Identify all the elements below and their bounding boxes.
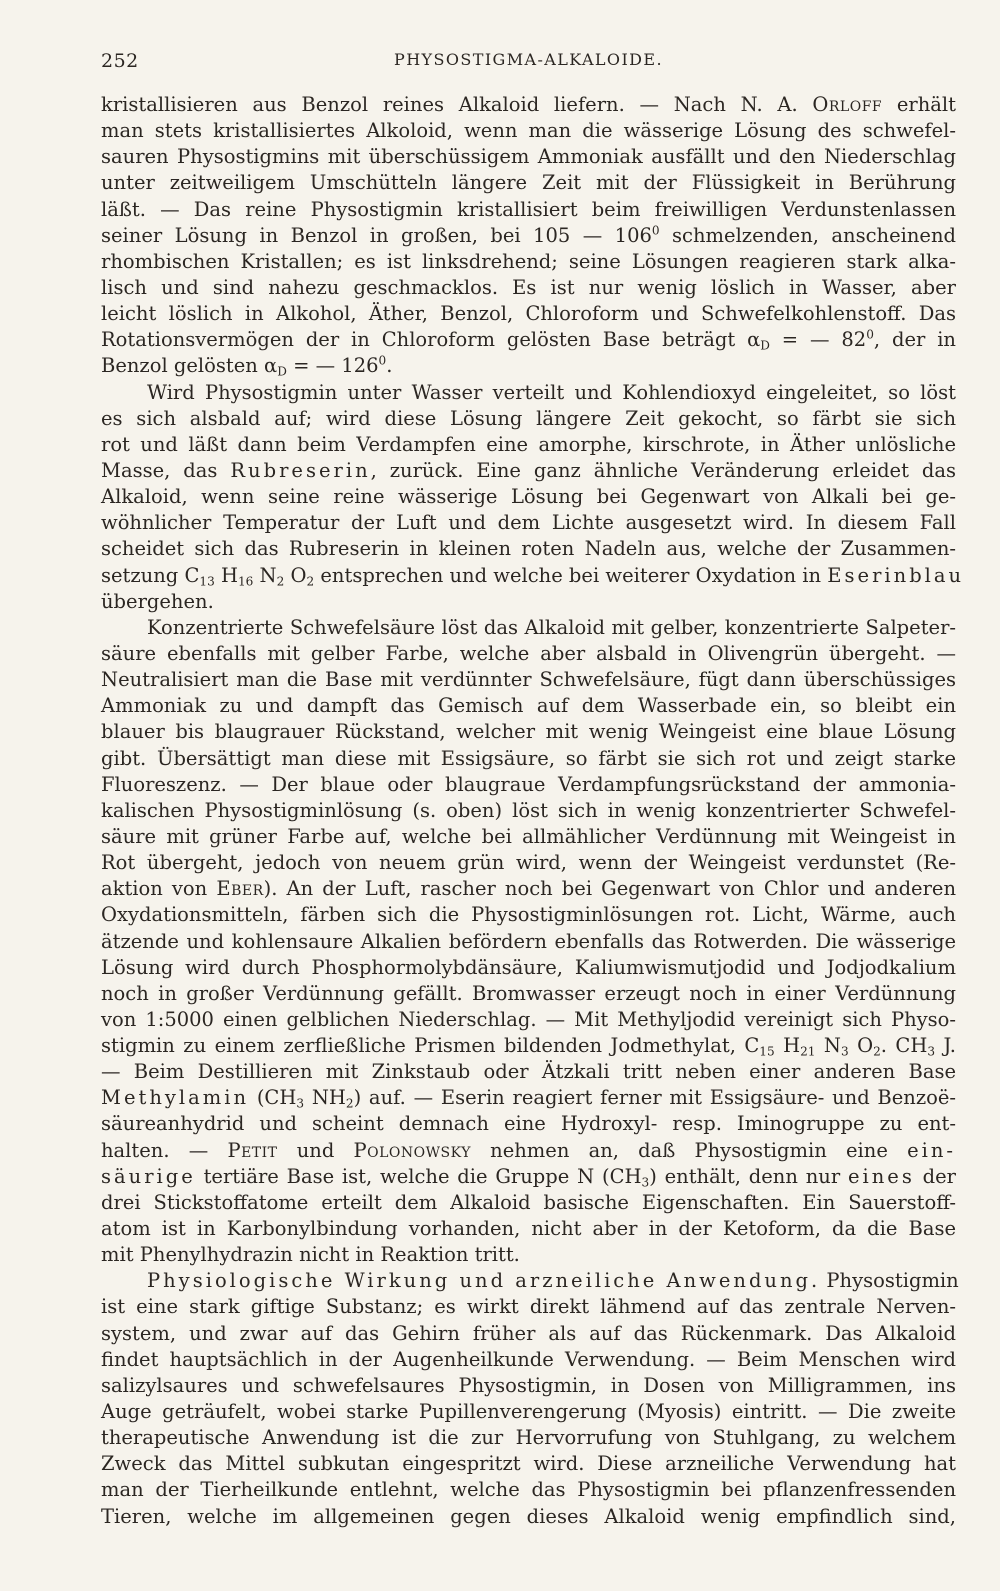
text-line: unter zeitweiligem Umschütteln längere Zeit mit der Flüssigkeit in Berührung [101,171,956,195]
text-line: Ammoniak zu und dampft das Gemisch auf dem Wasserbade ein, so bleibt ein [101,694,956,718]
text-line: Rotationsvermögen der in Chloroform gelösten Base beträgt $\alpha_D$ = — $82^0$, der in [101,327,956,353]
text-line: Oxydationsmitteln, färben sich die Physostigminlösungen rot. Licht, Wärme, auch [101,903,956,927]
text-line: aktion von Eber). An der Luft, rascher noch bei Gegenwart von Chlor und anderen [101,877,957,901]
text-line: scheidet sich das Rubreserin in kleinen roten Nadeln aus, welche der Zusammen- [101,537,956,561]
text-line: kalischen Physostigminlösung (s. oben) löst sich in wenig konzentrierter Schwefel- [101,798,956,822]
text-line: Masse, das Rubreserin, zurück. Eine ganz ähnliche Veränderung erleidet das [101,458,956,482]
text-line: ätzende und kohlensaure Alkalien befördern ebenfalls das Rotwerden. Die wässerige [101,929,956,953]
text-line: Zweck das Mittel subkutan eingespritzt wird. Diese arzneiliche Verwendung hat [101,1452,956,1476]
text-line: findet hauptsächlich in der Augenheilkunde Verwendung. — Beim Menschen wird [101,1347,956,1371]
text-line: kristallisieren aus Benzol reines Alkaloid liefern. — Nach N. A. Orloff erhält [101,93,956,116]
text-line: Fluoreszenz. — Der blaue oder blaugraue Verdampfungsrückstand der ammonia- [101,772,956,796]
text-line: wöhnlicher Temperatur der Luft und dem Lichte ausgesetzt wird. In diesem Fall [101,511,956,535]
text-line: säure ebenfalls mit gelber Farbe, welche aber alsbald in Olivengrün übergeht. — [101,641,956,665]
text-line: man der Tierheilkunde entlehnt, welche das Physostigmin bei pflanzenfressenden [101,1478,956,1502]
text-line: säureanhydrid und scheint demnach eine Hydroxyl- resp. Iminogruppe zu ent- [101,1112,956,1136]
text-line: Methylamin ($CH_3$ $NH_2$) auf. — Eserin reagiert ferner mit Essigsäure- und Benzoë- [101,1086,956,1111]
body-text [101,92,965,1530]
author-name: Polonowsky [353,1138,471,1162]
text-line: Konzentrierte Schwefelsäure löst das Alkaloid mit gelber, konzentrierte Salpeter- [147,615,956,639]
text-line: halten. — Petit und Polonowsky nehmen an, daß Physostigmin eine ein- [101,1138,957,1162]
spaced-term: säurige [101,1164,196,1188]
text-line: salizylsaures und schwefelsaures Physostigmin, in Dosen von Milligrammen, ins [101,1373,956,1397]
text-line: — Beim Destillieren mit Zinkstaub oder Ätzkali tritt neben einer anderen Base [101,1060,956,1084]
author-name: Petit [227,1138,278,1162]
text-line: seiner Lösung in Benzol in großen, bei 105 — $106^0$ schmelzenden, anscheinend [101,223,956,247]
text-line: noch in großer Verdünnung gefällt. Bromwasser erzeugt noch in einer Verdünnung [101,981,956,1005]
text-line: säurige tertiäre Base ist, welche die Gruppe N $(CH_3)$ enthält, denn nur eines der [101,1164,956,1190]
spaced-term: eines [847,1164,915,1188]
text-line: säure mit grüner Farbe auf, welche bei allmählicher Verdünnung mit Weingeist in [101,824,956,848]
page-number: 252 [101,50,139,72]
spaced-term: Methylamin [101,1086,250,1110]
text-line: leicht löslich in Alkohol, Äther, Benzol, Chloroform und Schwefelkohlenstoff. Das [101,302,956,326]
text-line: lisch und sind nahezu geschmacklos. Es ist nur wenig löslich in Wasser, aber [101,275,956,299]
text-line: setzung $C_{13}$ $H_{16}$ $N_2$ $O_2$ entsprechen und welche bei weiterer Oxydation in Eserinblau [101,563,965,589]
text-line: Lösung wird durch Phosphormolybdänsäure, Kaliumwismutjodid und Jodjodkalium [101,955,956,979]
text-line: blauer bis blaugrauer Rückstand, welcher mit wenig Weingeist eine blaue Lösung [101,720,956,744]
running-title: PHYSOSTIGMA-ALKALOIDE. [394,50,663,69]
text-line: von 1:5000 einen gelblichen Niederschlag. — Mit Methyljodid vereinigt sich Physo- [101,1007,956,1031]
page-header [101,50,956,80]
text-line: läßt. — Das reine Physostigmin kristallisiert beim freiwilligen Verdunstenlassen [101,197,956,221]
text-line: therapeutische Anwendung ist die zur Hervorrufung von Stuhlgang, zu welchem [101,1426,956,1450]
text-line: atom ist in Karbonylbindung vorhanden, nicht aber in der Ketoform, da die Base [101,1217,956,1241]
text-line: rhombischen Kristallen; es ist linksdrehend; seine Lösungen reagieren stark alka- [101,249,956,273]
text-line: Auge geträufelt, wobei starke Pupillenverengerung (Myosis) eintritt. — Die zweite [101,1400,956,1424]
text-line: stigmin zu einem zerfließliche Prismen bildenden Jodmethylat, $C_{15}$ $H_{21}$ $N_3$ $O_2$. $CH_3$ J. [101,1034,957,1059]
text-line: ist eine stark giftige Substanz; es wirkt direkt lähmend auf das zentrale Nerven- [101,1295,956,1319]
text-line: system, und zwar auf das Gehirn früher als auf das Rückenmark. Das Alkaloid [101,1321,956,1345]
author-name: Eber [216,877,264,901]
text-line: drei Stickstoffatome erteilt dem Alkaloid basische Eigenschaften. Ein Sauerstoff- [101,1190,956,1214]
text-line: Alkaloid, wenn seine reine wässerige Lösung bei Gegenwart von Alkali bei ge- [101,485,956,509]
text-line: sauren Physostigmins mit überschüssigem Ammoniak ausfällt und den Niederschlag [101,145,956,169]
spaced-term: ein- [907,1138,957,1162]
spaced-term: Eserinblau [827,563,965,587]
text-line: Benzol gelösten $\alpha_D$ = — $126^0$. [101,353,393,380]
text-line: mit Phenylhydrazin nicht in Reaktion tritt. [101,1243,520,1267]
text-line: gibt. Übersättigt man diese mit Essigsäure, so färbt sie sich rot und zeigt starke [101,746,956,770]
text-line: Rot übergeht, jedoch von neuem grün wird, wenn der Weingeist verdunstet (Re- [101,851,956,875]
section-heading: Physiologische Wirkung und arzneiliche Anwendung. [147,1269,821,1293]
text-line: Wird Physostigmin unter Wasser verteilt und Kohlendioxyd eingeleitet, so löst [147,380,956,404]
spaced-term: Rubreserin [230,458,371,482]
text-line: Physiologische Wirkung und arzneiliche Anwendung. Physostigmin [147,1269,959,1293]
text-line: übergehen. [101,589,214,613]
text-line: Tieren, welche im allgemeinen gegen dieses Alkaloid wenig empfindlich sind, [101,1504,956,1528]
text-line: Neutralisiert man die Base mit verdünnter Schwefelsäure, fügt dann überschüssiges [101,668,956,692]
author-name: Orloff [812,93,883,116]
text-line: es sich alsbald auf; wird diese Lösung längere Zeit gekocht, so färbt sie sich [101,406,956,430]
text-line: rot und läßt dann beim Verdampfen eine amorphe, kirschrote, in Äther unlösliche [101,432,956,456]
text-line: man stets kristallisiertes Alkoloid, wenn man die wässerige Lösung des schwefel- [101,119,956,143]
